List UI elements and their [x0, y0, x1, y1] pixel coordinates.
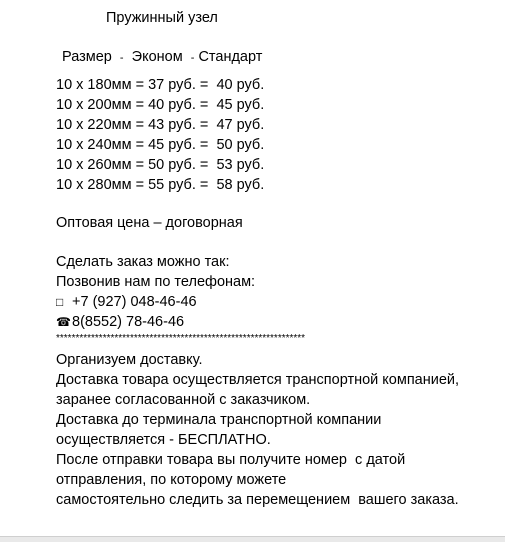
- phone-line-1: [56, 293, 197, 312]
- price-table-header: [62, 48, 262, 68]
- call-us-label: Позвонив нам по телефонам:: [56, 274, 256, 290]
- delivery-line: отправления, по которому можете: [56, 472, 287, 488]
- delivery-line: Доставка товара осуществляется транспортной компанией,: [56, 372, 460, 388]
- delivery-line: После отправки товара вы получите номер с датой: [56, 452, 406, 468]
- price-row: 10 x 220мм = 43 руб. = 47 руб.: [56, 117, 265, 133]
- price-row: 10 x 260мм = 50 руб. = 53 руб.: [56, 157, 265, 173]
- phone-number-1[interactable]: +7 (927) 048-46-46: [72, 294, 197, 310]
- product-title: Пружинный узел: [106, 10, 218, 26]
- header-sep-1: -: [119, 52, 124, 64]
- mobile-phone-icon: □: [56, 295, 64, 309]
- header-standard: Стандарт: [198, 49, 263, 65]
- wholesale-price-note: Оптовая цена – договорная: [56, 215, 243, 231]
- phone-line-2: [56, 313, 184, 332]
- price-row: 10 x 280мм = 55 руб. = 58 руб.: [56, 177, 265, 193]
- order-intro: Сделать заказ можно так:: [56, 254, 230, 270]
- delivery-line: самостоятельно следить за перемещением вашего заказа.: [56, 492, 459, 508]
- delivery-line: Организуем доставку.: [56, 352, 203, 368]
- price-row: 10 x 200мм = 40 руб. = 45 руб.: [56, 97, 265, 113]
- delivery-line: осуществляется - БЕСПЛАТНО.: [56, 432, 271, 448]
- header-economy: Эконом: [131, 49, 183, 65]
- price-row: 10 x 180мм = 37 руб. = 40 руб.: [56, 77, 265, 93]
- header-sep-2: -: [190, 52, 195, 64]
- price-row: 10 x 240мм = 45 руб. = 50 руб.: [56, 137, 265, 153]
- separator-stars: ****************************************************************: [56, 333, 306, 344]
- header-size: Размер: [62, 49, 112, 65]
- telephone-icon: ☎: [56, 315, 71, 329]
- delivery-line: Доставка до терминала транспортной компании: [56, 412, 382, 428]
- delivery-line: заранее согласованной с заказчиком.: [56, 392, 311, 408]
- window-bottom-edge: [0, 536, 505, 542]
- phone-number-2[interactable]: 8(8552) 78-46-46: [72, 314, 185, 330]
